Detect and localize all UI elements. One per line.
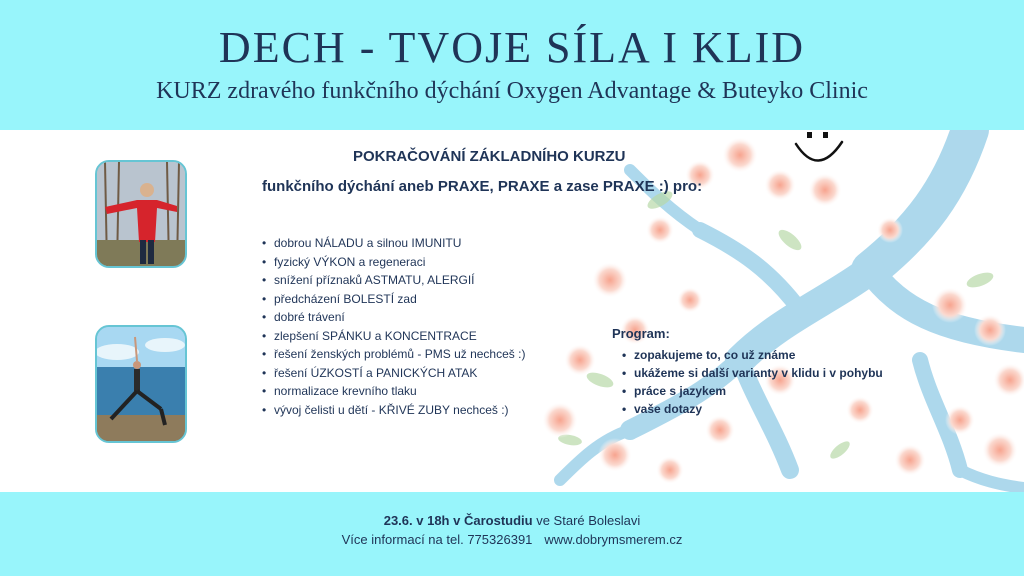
section-heading: POKRAČOVÁNÍ ZÁKLADNÍHO KURZU: [353, 148, 626, 165]
event-place: ve Staré Boleslavi: [536, 513, 641, 528]
program-item: • zopakujeme to, co už známe: [622, 346, 883, 364]
page-subtitle: KURZ zdravého funkčního dýchání Oxygen Advantage & Buteyko Clinic: [156, 78, 868, 104]
event-venue: Čarostudiu: [463, 513, 533, 528]
list-item: • vývoj čelisti u dětí - KŘIVÉ ZUBY nechceš :): [262, 401, 525, 420]
list-item: • řešení ženských problémů - PMS už nechceš :): [262, 345, 525, 364]
photo-man-breathing: [95, 160, 187, 268]
list-item: • řešení ÚZKOSTÍ a PANICKÝCH ATAK: [262, 364, 525, 383]
contact-phone: Více informací na tel. 775326391: [341, 532, 533, 547]
program-list: [622, 346, 883, 418]
contact-info: [0, 532, 1024, 547]
website-link[interactable]: www.dobrymsmerem.cz: [544, 532, 683, 547]
page-title: DECH - TVOJE SÍLA I KLID: [218, 23, 806, 72]
list-item: • dobré trávení: [262, 308, 525, 327]
program-item: • práce s jazykem: [622, 382, 883, 400]
photo-woman-yoga: [95, 325, 187, 443]
program-item: • vaše dotazy: [622, 400, 883, 418]
program-title: Program:: [612, 326, 670, 341]
smiley-icon: [790, 126, 846, 175]
list-item: • zlepšení SPÁNKU a KONCENTRACE: [262, 327, 525, 346]
list-item: • předcházení BOLESTÍ zad: [262, 290, 525, 309]
list-item: • fyzický VÝKON a regeneraci: [262, 253, 525, 272]
list-item: • normalizace krevního tlaku: [262, 382, 525, 401]
list-item: • snížení příznaků ASTMATU, ALERGIÍ: [262, 271, 525, 290]
list-item: • dobrou NÁLADU a silnou IMUNITU: [262, 234, 525, 253]
event-date: 23.6. v 18h v: [383, 513, 461, 528]
benefits-list: [262, 234, 525, 419]
event-info: [0, 513, 1024, 528]
section-subheading: funkčního dýchání aneb PRAXE, PRAXE a zase PRAXE :) pro:: [262, 178, 703, 195]
program-item: • ukážeme si další varianty v klidu i v pohybu: [622, 364, 883, 382]
